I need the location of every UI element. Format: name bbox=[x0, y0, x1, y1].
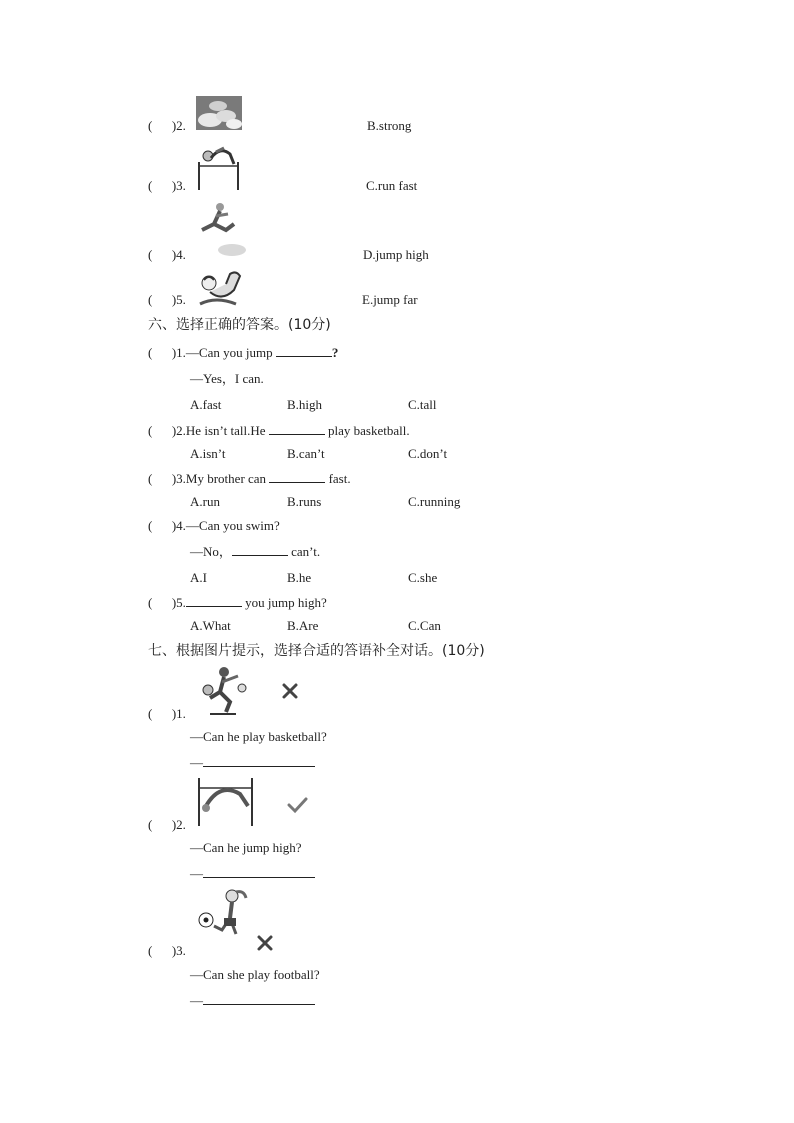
girl-football-image bbox=[196, 888, 256, 946]
s7-item-2-question: —Can he jump high? bbox=[190, 840, 302, 855]
basketball-player-image bbox=[196, 666, 256, 718]
s6-q1-line bbox=[148, 344, 338, 361]
s7-item-1-answer bbox=[190, 754, 315, 771]
s6-q1-pre: —Can you jump bbox=[185, 345, 273, 360]
s6-q3-option-c[interactable]: C.running bbox=[408, 494, 461, 509]
match-option-e: E.jump far bbox=[362, 292, 418, 307]
answer-dash: — bbox=[190, 755, 203, 770]
s6-q2-option-c[interactable]: C.don’t bbox=[408, 446, 448, 461]
s6-q3-option-b[interactable]: B.runs bbox=[287, 494, 322, 509]
s6-q4-option-a[interactable]: A.I bbox=[190, 570, 207, 585]
s6-q5-number: ( )5. bbox=[148, 595, 186, 610]
s6-q5-line bbox=[148, 594, 327, 611]
high-jump-image bbox=[196, 144, 242, 190]
match-item-5-number: ( )5. bbox=[148, 292, 186, 307]
section-6-heading: 六、选择正确的答案。(10分) bbox=[148, 317, 331, 333]
match-item-2-number: ( )2. bbox=[148, 118, 186, 133]
s7-item-3-number: ( )3. bbox=[148, 943, 186, 958]
s6-q3-option-a[interactable]: A.run bbox=[190, 494, 220, 509]
answer-blank[interactable] bbox=[276, 344, 332, 357]
s7-item-2-number: ( )2. bbox=[148, 817, 186, 832]
answer-blank[interactable] bbox=[269, 422, 325, 435]
long-jump-image bbox=[196, 200, 248, 262]
s6-q2-option-b[interactable]: B.can’t bbox=[287, 446, 325, 461]
s6-q3-post: fast. bbox=[328, 471, 351, 486]
s6-q3-line bbox=[148, 470, 351, 487]
s6-q3-number: ( )3. bbox=[148, 471, 186, 486]
s6-q1-option-c[interactable]: C.tall bbox=[408, 397, 437, 412]
s6-q4-number: ( )4. bbox=[148, 518, 186, 533]
s6-q2-line bbox=[148, 422, 410, 439]
s6-q5-option-a[interactable]: A.What bbox=[190, 618, 231, 633]
s6-q2-pre: He isn’t tall.He bbox=[185, 423, 266, 438]
answer-dash: — bbox=[190, 866, 203, 881]
s6-q4-option-c[interactable]: C.she bbox=[408, 570, 438, 585]
s6-q4-reply-line bbox=[190, 543, 320, 560]
s6-q3-pre: My brother can bbox=[185, 471, 267, 486]
s6-q2-post: play basketball. bbox=[327, 423, 410, 438]
s7-item-1-number: ( )1. bbox=[148, 706, 186, 721]
s7-item-2-answer bbox=[190, 865, 315, 882]
s6-q4-reply-post: can’t. bbox=[291, 544, 321, 559]
s6-q5-post: you jump high? bbox=[245, 595, 327, 610]
s6-q1-option-a[interactable]: A.fast bbox=[190, 397, 222, 412]
s7-item-3-answer bbox=[190, 992, 315, 1009]
clouds-sky-image bbox=[196, 96, 242, 130]
answer-line[interactable] bbox=[203, 754, 315, 767]
match-option-d: D.jump high bbox=[363, 247, 429, 262]
match-item-4-number: ( )4. bbox=[148, 247, 186, 262]
s6-q5-option-b[interactable]: B.Are bbox=[287, 618, 319, 633]
answer-blank[interactable] bbox=[232, 543, 288, 556]
match-item-3-number: ( )3. bbox=[148, 178, 186, 193]
s7-item-1-question: —Can he play basketball? bbox=[190, 729, 327, 744]
s6-q2-option-a[interactable]: A.isn’t bbox=[190, 446, 226, 461]
answer-line[interactable] bbox=[203, 865, 315, 878]
s6-q4-line bbox=[148, 518, 280, 534]
match-option-b: B.strong bbox=[367, 118, 412, 133]
s6-q1-option-b[interactable]: B.high bbox=[287, 397, 323, 412]
match-option-c: C.run fast bbox=[366, 178, 418, 193]
s6-q1-reply: —Yes，I can. bbox=[190, 371, 264, 386]
s6-q1-post: ? bbox=[331, 345, 339, 360]
s6-q2-number: ( )2. bbox=[148, 423, 186, 438]
s6-q4-pre: —Can you swim? bbox=[185, 518, 280, 533]
check-mark-icon bbox=[286, 796, 308, 814]
answer-blank[interactable] bbox=[269, 470, 325, 483]
s6-q4-option-b[interactable]: B.he bbox=[287, 570, 312, 585]
high-jumper-image bbox=[196, 776, 256, 828]
strong-man-image bbox=[196, 268, 244, 306]
cross-mark-icon bbox=[281, 682, 299, 700]
s6-q5-option-c[interactable]: C.Can bbox=[408, 618, 441, 633]
s7-item-3-question: —Can she play football? bbox=[190, 967, 320, 982]
s6-q1-number: ( )1. bbox=[148, 345, 186, 360]
answer-line[interactable] bbox=[203, 992, 315, 1005]
answer-blank[interactable] bbox=[186, 594, 242, 607]
section-7-heading: 七、根据图片提示，选择合适的答语补全对话。(10分) bbox=[148, 643, 485, 659]
answer-dash: — bbox=[190, 993, 203, 1008]
cross-mark-icon bbox=[256, 934, 274, 952]
s6-q4-reply-pre: —No， bbox=[190, 544, 232, 559]
